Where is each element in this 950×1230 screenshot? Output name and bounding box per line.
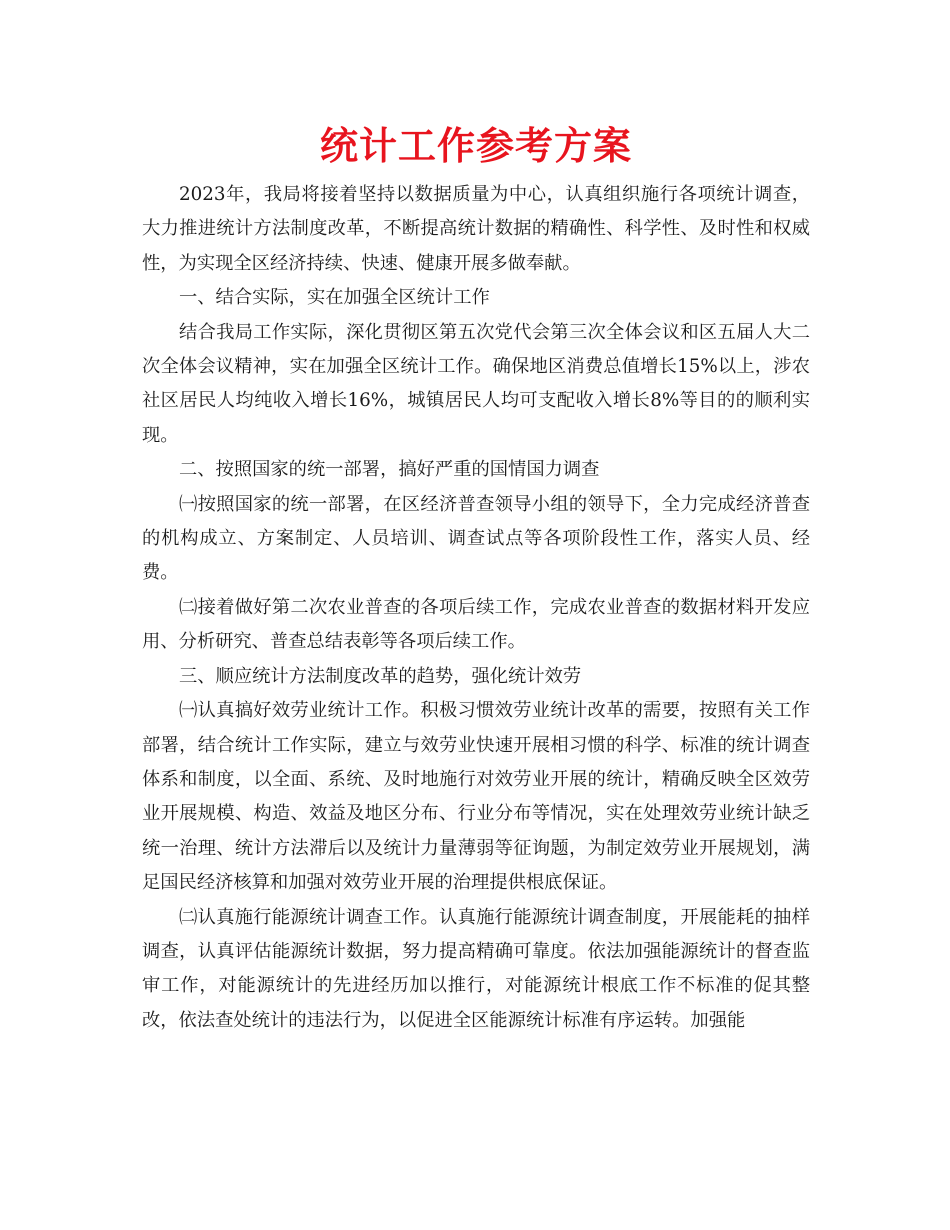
- document-page: [142, 118, 810, 1038]
- section-heading-3: 三、顺应统计方法制度改革的趋势，强化统计效劳: [179, 665, 582, 687]
- section-3-item-2: ㈡认真施行能源统计调查工作。认真施行能源统计调查制度，开展能耗的抽样调查，认真评估能源统计数据，努力提高精确可靠度。依法加强能源统计的督查监审工作，对能源统计的先进经历加以推行，对能源统计根底工作不标准的促其整改，依法查处统计的违法行为，以促进全区能源统计标准有序运转。加强能: [142, 906, 810, 1031]
- intro-paragraph: 2023年，我局将接着坚持以数据质量为中心，认真组织施行各项统计调查，大力推进统计方法制度改革，不断提高统计数据的精确性、科学性、及时性和权威性，为实现全区经济持续、快速、健康开展多做奉献。: [142, 184, 810, 274]
- section-2-item-1: ㈠按照国家的统一部署，在区经济普查领导小组的领导下，全力完成经济普查的机构成立、方案制定、人员培训、调查试点等各项阶段性工作，落实人员、经费。: [142, 493, 810, 584]
- section-heading-1: 一、结合实际，实在加强全区统计工作: [179, 287, 490, 309]
- section-3-item-1: ㈠认真搞好效劳业统计工作。积极习惯效劳业统计改革的需要，按照有关工作部署，结合统计工作实际，建立与效劳业快速开展相习惯的科学、标准的统计调查体系和制度，以全面、系统、及时地施行对效劳业开展的统计，精确反映全区效劳业开展规模、构造、效益及地区分布、行业分布等情况，实在处理效劳业统计缺乏统一治理、统计方法滞后以及统计力量薄弱等征询题，为制定效劳业开展规划，满足国民经济核算和加强对效劳业开展的治理提供根底保证。: [142, 700, 810, 894]
- section-1-paragraph: 结合我局工作实际，深化贯彻区第五次党代会第三次全体会议和区五届人大二次全体会议精神，实在加强全区统计工作。确保地区消费总值增长15%以上，涉农社区居民人均纯收入增长16%，城镇居民人均可支配收入增长8%等目的的顺利实现。: [142, 321, 810, 446]
- document-title: 统计工作参考方案: [319, 124, 632, 168]
- document-body: [142, 178, 810, 1038]
- section-2-item-2: ㈡接着做好第二次农业普查的各项后续工作，完成农业普查的数据材料开发应用、分析研究、普查总结表彰等各项后续工作。: [142, 596, 810, 653]
- section-heading-2: 二、按照国家的统一部署，搞好严重的国情国力调查: [179, 459, 600, 481]
